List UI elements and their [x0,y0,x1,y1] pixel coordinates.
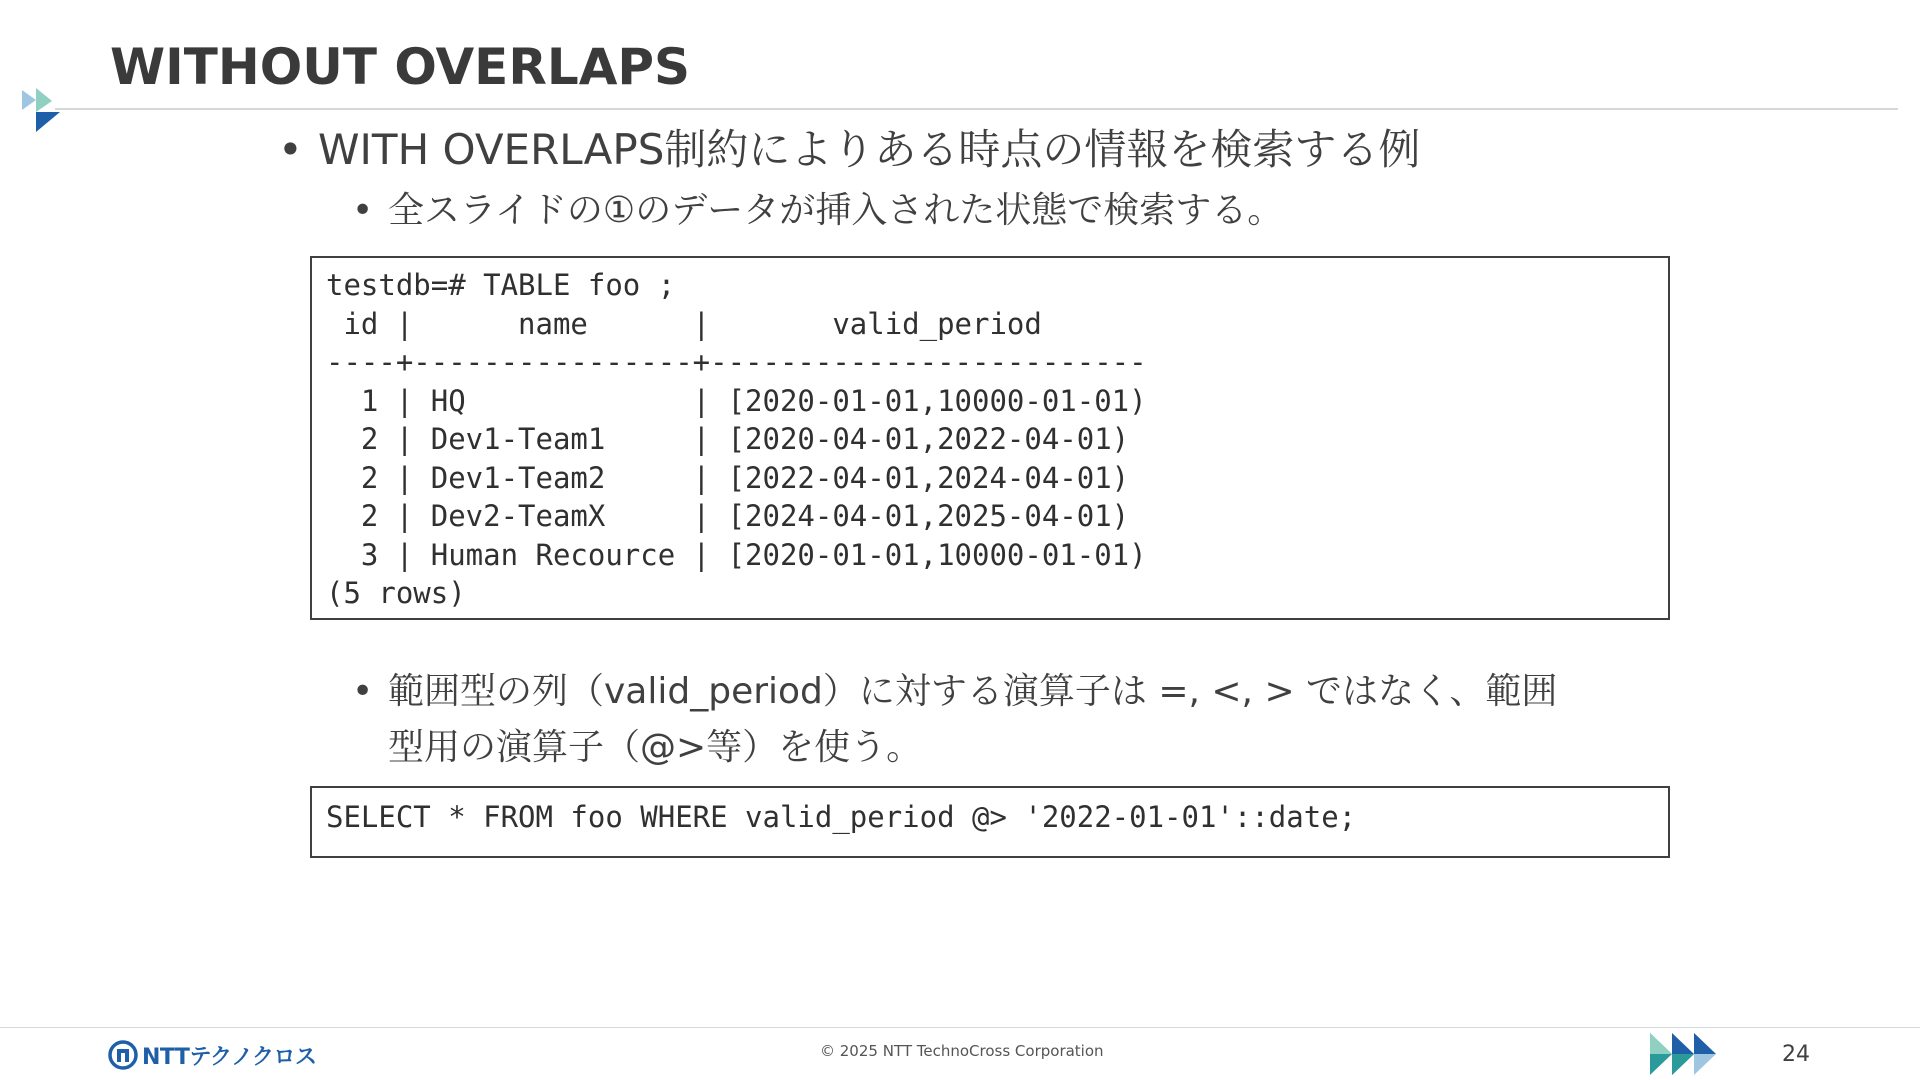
page-number: 24 [1782,1042,1810,1067]
header-arrows-icon [22,88,64,132]
bullet-dot: • [352,190,374,231]
bullet-dot: • [352,671,374,712]
footer-divider [0,1027,1920,1028]
copyright-text: © 2025 NTT TechnoCross Corporation [820,1042,1104,1060]
code-line: 1 | HQ | [2020-01-01,10000-01-01) [326,383,1147,418]
code-line: (5 rows) [326,576,466,610]
code-line: testdb=# TABLE foo ; [326,268,676,302]
company-logo [108,1038,316,1072]
code-block-select-query [310,786,1670,858]
slide-title: WITHOUT OVERLAPS [110,38,691,96]
code-line: 2 | Dev2-TeamX | [2024-04-01,2025-04-01) [326,499,1130,533]
bullet-text: 全スライドの①のデータが挿入された状態で検索する。 [388,190,1284,231]
bullet-text-line1: 範囲型の列（valid_period）に対する演算子は =, <, > ではなく、範囲 [388,671,1558,712]
code-block-table-output [310,256,1670,620]
code-line: SELECT * FROM foo WHERE valid_period @> '2022-01-01'::date; [326,800,1357,834]
bullet-dot: • [278,125,303,174]
code-line: 3 | Human Recource | [2020-01-01,10000-01-01) [326,537,1147,572]
code-line: 2 | Dev1-Team2 | [2022-04-01,2024-04-01) [326,460,1130,495]
bullet-text-line2: 型用の演算子（@>等）を使う。 [388,727,923,768]
logo-text: NTTテクノクロス [142,1044,317,1070]
triple-arrow-icon [1650,1033,1722,1075]
code-line: ----+----------------+------------------------- [326,345,1147,379]
code-line: id | name | valid_period [326,306,1042,341]
bullet-text: WITH OVERLAPS制約によりある時点の情報を検索する例 [318,125,1421,174]
code-line: 2 | Dev1-Team1 | [2020-04-01,2022-04-01) [326,422,1130,456]
ntt-logo-icon [108,1040,138,1070]
title-divider [55,108,1898,110]
